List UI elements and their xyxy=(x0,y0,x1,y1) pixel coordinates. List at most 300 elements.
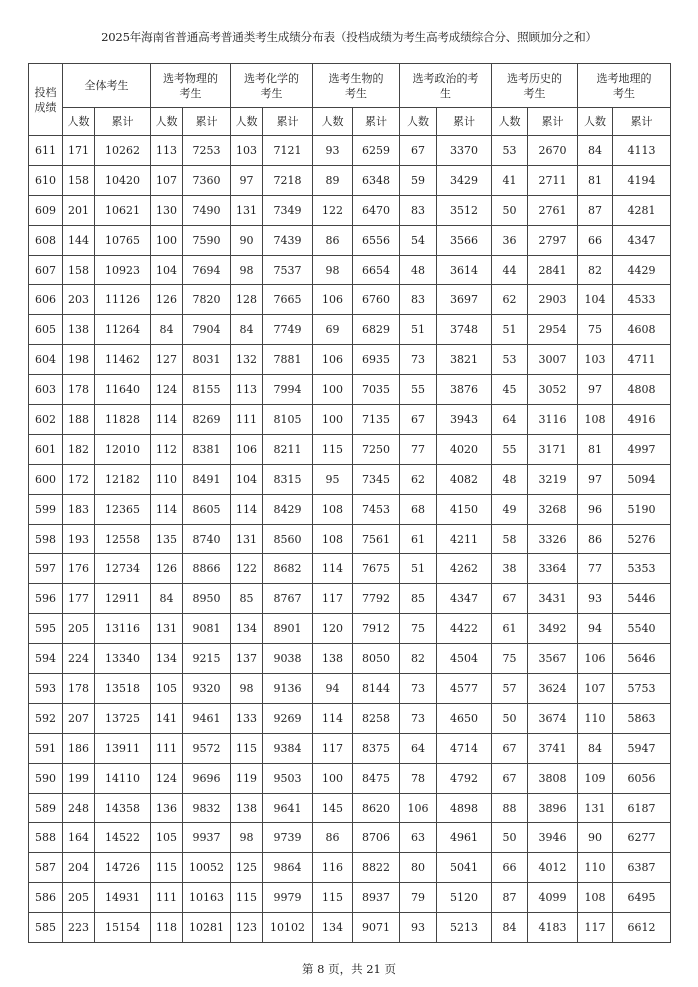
cumulative-cell: 8767 xyxy=(263,584,313,614)
cumulative-cell: 11264 xyxy=(95,315,151,345)
cumulative-cell: 5213 xyxy=(437,913,492,943)
table-row xyxy=(29,703,671,733)
cumulative-cell: 12182 xyxy=(95,464,151,494)
count-cell: 67 xyxy=(492,733,528,763)
cumulative-cell: 4281 xyxy=(613,195,671,225)
cumulative-cell: 6829 xyxy=(353,315,400,345)
count-cell: 98 xyxy=(231,674,263,704)
cumulative-cell: 4429 xyxy=(613,255,671,285)
count-cell: 178 xyxy=(63,375,95,405)
cumulative-cell: 3219 xyxy=(528,464,578,494)
count-cell: 90 xyxy=(231,225,263,255)
count-cell: 51 xyxy=(400,315,437,345)
count-cell: 88 xyxy=(492,793,528,823)
table-row xyxy=(29,763,671,793)
count-cell: 48 xyxy=(492,464,528,494)
count-cell: 115 xyxy=(151,853,183,883)
score-cell: 600 xyxy=(29,464,63,494)
cumulative-cell: 3370 xyxy=(437,136,492,166)
count-cell: 114 xyxy=(313,554,353,584)
cumulative-cell: 9136 xyxy=(263,674,313,704)
score-cell: 592 xyxy=(29,703,63,733)
count-cell: 75 xyxy=(400,614,437,644)
count-cell: 136 xyxy=(151,793,183,823)
cumulative-cell: 3326 xyxy=(528,524,578,554)
cumulative-cell: 3492 xyxy=(528,614,578,644)
cumulative-cell: 8605 xyxy=(183,494,231,524)
count-cell: 44 xyxy=(492,255,528,285)
count-cell: 118 xyxy=(151,913,183,943)
cumulative-cell: 4650 xyxy=(437,703,492,733)
cumulative-cell: 8620 xyxy=(353,793,400,823)
cumulative-cell: 10281 xyxy=(183,913,231,943)
cumulative-cell: 13911 xyxy=(95,733,151,763)
cumulative-cell: 7912 xyxy=(353,614,400,644)
score-cell: 608 xyxy=(29,225,63,255)
table-row xyxy=(29,405,671,435)
cumulative-cell: 10262 xyxy=(95,136,151,166)
cumulative-cell: 3821 xyxy=(437,345,492,375)
count-cell: 114 xyxy=(231,494,263,524)
cumulative-cell: 4183 xyxy=(528,913,578,943)
score-cell: 597 xyxy=(29,554,63,584)
cumulative-cell: 3808 xyxy=(528,763,578,793)
cumulative-cell: 8950 xyxy=(183,584,231,614)
count-cell: 67 xyxy=(492,584,528,614)
count-cell: 73 xyxy=(400,345,437,375)
count-cell: 182 xyxy=(63,434,95,464)
count-cell: 115 xyxy=(231,733,263,763)
count-cell: 82 xyxy=(400,644,437,674)
count-cell: 199 xyxy=(63,763,95,793)
cumulative-header: 累计 xyxy=(528,108,578,136)
count-cell: 164 xyxy=(63,823,95,853)
cumulative-cell: 6277 xyxy=(613,823,671,853)
cumulative-cell: 8491 xyxy=(183,464,231,494)
cumulative-cell: 11462 xyxy=(95,345,151,375)
table-row xyxy=(29,375,671,405)
cumulative-cell: 6935 xyxy=(353,345,400,375)
cumulative-cell: 7820 xyxy=(183,285,231,315)
count-cell: 85 xyxy=(400,584,437,614)
cumulative-cell: 4711 xyxy=(613,345,671,375)
count-cell: 98 xyxy=(313,255,353,285)
count-cell: 133 xyxy=(231,703,263,733)
count-cell: 183 xyxy=(63,494,95,524)
count-cell: 120 xyxy=(313,614,353,644)
table-row xyxy=(29,464,671,494)
count-cell: 201 xyxy=(63,195,95,225)
score-distribution-table xyxy=(28,63,671,943)
cumulative-cell: 8937 xyxy=(353,883,400,913)
cumulative-cell: 5863 xyxy=(613,703,671,733)
count-cell: 106 xyxy=(400,793,437,823)
cumulative-header: 累计 xyxy=(263,108,313,136)
cumulative-cell: 14726 xyxy=(95,853,151,883)
cumulative-cell: 8315 xyxy=(263,464,313,494)
cumulative-cell: 8258 xyxy=(353,703,400,733)
cumulative-cell: 7360 xyxy=(183,165,231,195)
cumulative-cell: 5753 xyxy=(613,674,671,704)
cumulative-cell: 8740 xyxy=(183,524,231,554)
cumulative-cell: 7121 xyxy=(263,136,313,166)
count-cell: 131 xyxy=(231,195,263,225)
cumulative-cell: 3943 xyxy=(437,405,492,435)
count-cell: 134 xyxy=(313,913,353,943)
cumulative-cell: 7665 xyxy=(263,285,313,315)
cumulative-cell: 9696 xyxy=(183,763,231,793)
count-cell: 89 xyxy=(313,165,353,195)
count-cell: 115 xyxy=(313,434,353,464)
cumulative-cell: 6612 xyxy=(613,913,671,943)
cumulative-cell: 4211 xyxy=(437,524,492,554)
table-row xyxy=(29,554,671,584)
cumulative-cell: 6470 xyxy=(353,195,400,225)
cumulative-cell: 13340 xyxy=(95,644,151,674)
count-cell: 205 xyxy=(63,883,95,913)
count-cell: 117 xyxy=(313,584,353,614)
count-cell: 66 xyxy=(578,225,613,255)
cumulative-cell: 4916 xyxy=(613,405,671,435)
cumulative-cell: 8381 xyxy=(183,434,231,464)
cumulative-cell: 7490 xyxy=(183,195,231,225)
count-cell: 55 xyxy=(492,434,528,464)
cumulative-cell: 3748 xyxy=(437,315,492,345)
count-cell: 84 xyxy=(151,315,183,345)
score-cell: 594 xyxy=(29,644,63,674)
cumulative-cell: 2711 xyxy=(528,165,578,195)
cumulative-cell: 13725 xyxy=(95,703,151,733)
cumulative-cell: 8706 xyxy=(353,823,400,853)
count-cell: 125 xyxy=(231,853,263,883)
count-cell: 82 xyxy=(578,255,613,285)
count-cell: 176 xyxy=(63,554,95,584)
count-cell: 41 xyxy=(492,165,528,195)
cumulative-cell: 7218 xyxy=(263,165,313,195)
count-cell: 100 xyxy=(313,763,353,793)
cumulative-cell: 4262 xyxy=(437,554,492,584)
cumulative-cell: 14110 xyxy=(95,763,151,793)
count-cell: 95 xyxy=(313,464,353,494)
cumulative-cell: 2903 xyxy=(528,285,578,315)
score-cell: 586 xyxy=(29,883,63,913)
cumulative-cell: 6495 xyxy=(613,883,671,913)
score-cell: 611 xyxy=(29,136,63,166)
count-cell: 75 xyxy=(578,315,613,345)
count-cell: 100 xyxy=(313,375,353,405)
cumulative-cell: 7561 xyxy=(353,524,400,554)
score-cell: 596 xyxy=(29,584,63,614)
count-cell: 86 xyxy=(313,823,353,853)
cumulative-header: 累计 xyxy=(95,108,151,136)
score-cell: 589 xyxy=(29,793,63,823)
count-cell: 98 xyxy=(231,255,263,285)
count-cell: 158 xyxy=(63,165,95,195)
count-cell: 54 xyxy=(400,225,437,255)
cumulative-cell: 7904 xyxy=(183,315,231,345)
count-cell: 110 xyxy=(578,853,613,883)
count-cell: 134 xyxy=(151,644,183,674)
cumulative-cell: 3431 xyxy=(528,584,578,614)
count-cell: 93 xyxy=(313,136,353,166)
count-cell: 108 xyxy=(313,524,353,554)
count-cell: 77 xyxy=(578,554,613,584)
cumulative-cell: 5190 xyxy=(613,494,671,524)
cumulative-cell: 5646 xyxy=(613,644,671,674)
count-cell: 124 xyxy=(151,375,183,405)
cumulative-cell: 7792 xyxy=(353,584,400,614)
score-cell: 603 xyxy=(29,375,63,405)
count-cell: 205 xyxy=(63,614,95,644)
count-cell: 114 xyxy=(313,703,353,733)
count-cell: 132 xyxy=(231,345,263,375)
count-cell: 62 xyxy=(400,464,437,494)
count-cell: 51 xyxy=(492,315,528,345)
cumulative-cell: 3364 xyxy=(528,554,578,584)
count-cell: 117 xyxy=(313,733,353,763)
count-cell: 223 xyxy=(63,913,95,943)
count-cell: 107 xyxy=(151,165,183,195)
cumulative-header: 累计 xyxy=(353,108,400,136)
count-cell: 77 xyxy=(400,434,437,464)
cumulative-cell: 4194 xyxy=(613,165,671,195)
cumulative-cell: 5094 xyxy=(613,464,671,494)
cumulative-cell: 4422 xyxy=(437,614,492,644)
cumulative-cell: 7349 xyxy=(263,195,313,225)
count-cell: 84 xyxy=(151,584,183,614)
count-cell: 67 xyxy=(400,136,437,166)
table-row xyxy=(29,315,671,345)
cumulative-cell: 8375 xyxy=(353,733,400,763)
count-cell: 116 xyxy=(313,853,353,883)
count-cell: 50 xyxy=(492,703,528,733)
count-cell: 106 xyxy=(231,434,263,464)
group-header: 选考地理的 考生 xyxy=(578,64,671,108)
score-cell: 598 xyxy=(29,524,63,554)
group-header: 选考历史的 考生 xyxy=(492,64,578,108)
cumulative-cell: 9979 xyxy=(263,883,313,913)
score-cell: 605 xyxy=(29,315,63,345)
count-cell: 203 xyxy=(63,285,95,315)
count-cell: 73 xyxy=(400,703,437,733)
cumulative-cell: 4898 xyxy=(437,793,492,823)
cumulative-cell: 4997 xyxy=(613,434,671,464)
table-row xyxy=(29,584,671,614)
count-cell: 186 xyxy=(63,733,95,763)
count-cell: 111 xyxy=(231,405,263,435)
cumulative-cell: 9641 xyxy=(263,793,313,823)
cumulative-cell: 9384 xyxy=(263,733,313,763)
count-cell: 59 xyxy=(400,165,437,195)
count-cell: 100 xyxy=(313,405,353,435)
cumulative-cell: 5120 xyxy=(437,883,492,913)
cumulative-cell: 9269 xyxy=(263,703,313,733)
cumulative-cell: 8155 xyxy=(183,375,231,405)
count-cell: 64 xyxy=(492,405,528,435)
count-cell: 53 xyxy=(492,136,528,166)
cumulative-cell: 2761 xyxy=(528,195,578,225)
cumulative-cell: 4012 xyxy=(528,853,578,883)
count-cell: 103 xyxy=(578,345,613,375)
cumulative-cell: 6654 xyxy=(353,255,400,285)
count-cell: 119 xyxy=(231,763,263,793)
cumulative-cell: 3052 xyxy=(528,375,578,405)
count-cell: 104 xyxy=(578,285,613,315)
cumulative-cell: 6556 xyxy=(353,225,400,255)
count-cell: 141 xyxy=(151,703,183,733)
count-cell: 105 xyxy=(151,674,183,704)
table-row xyxy=(29,793,671,823)
cumulative-cell: 7881 xyxy=(263,345,313,375)
count-cell: 58 xyxy=(492,524,528,554)
count-header: 人数 xyxy=(63,108,95,136)
count-cell: 73 xyxy=(400,674,437,704)
score-cell: 609 xyxy=(29,195,63,225)
cumulative-cell: 7439 xyxy=(263,225,313,255)
cumulative-cell: 9572 xyxy=(183,733,231,763)
count-cell: 96 xyxy=(578,494,613,524)
count-cell: 122 xyxy=(313,195,353,225)
cumulative-cell: 9503 xyxy=(263,763,313,793)
count-cell: 79 xyxy=(400,883,437,913)
cumulative-cell: 3429 xyxy=(437,165,492,195)
cumulative-cell: 7749 xyxy=(263,315,313,345)
count-cell: 97 xyxy=(578,464,613,494)
cumulative-cell: 3741 xyxy=(528,733,578,763)
count-cell: 115 xyxy=(313,883,353,913)
cumulative-cell: 3697 xyxy=(437,285,492,315)
count-cell: 84 xyxy=(231,315,263,345)
group-header: 选考生物的 考生 xyxy=(313,64,400,108)
count-cell: 145 xyxy=(313,793,353,823)
cumulative-cell: 4577 xyxy=(437,674,492,704)
count-cell: 198 xyxy=(63,345,95,375)
count-cell: 158 xyxy=(63,255,95,285)
count-cell: 131 xyxy=(578,793,613,823)
count-header: 人数 xyxy=(231,108,263,136)
cumulative-cell: 10765 xyxy=(95,225,151,255)
count-cell: 100 xyxy=(151,225,183,255)
cumulative-cell: 4347 xyxy=(437,584,492,614)
cumulative-cell: 3171 xyxy=(528,434,578,464)
table-row xyxy=(29,674,671,704)
score-cell: 602 xyxy=(29,405,63,435)
count-cell: 114 xyxy=(151,494,183,524)
count-cell: 135 xyxy=(151,524,183,554)
table-row xyxy=(29,345,671,375)
cumulative-cell: 4150 xyxy=(437,494,492,524)
table-row xyxy=(29,853,671,883)
cumulative-cell: 14522 xyxy=(95,823,151,853)
cumulative-cell: 10102 xyxy=(263,913,313,943)
cumulative-cell: 3566 xyxy=(437,225,492,255)
count-cell: 83 xyxy=(400,195,437,225)
count-cell: 138 xyxy=(63,315,95,345)
cumulative-cell: 6259 xyxy=(353,136,400,166)
cumulative-cell: 11126 xyxy=(95,285,151,315)
count-cell: 66 xyxy=(492,853,528,883)
cumulative-cell: 7994 xyxy=(263,375,313,405)
count-cell: 178 xyxy=(63,674,95,704)
count-cell: 94 xyxy=(578,614,613,644)
score-cell: 595 xyxy=(29,614,63,644)
table-row xyxy=(29,255,671,285)
count-cell: 107 xyxy=(578,674,613,704)
count-cell: 112 xyxy=(151,434,183,464)
count-cell: 86 xyxy=(313,225,353,255)
cumulative-cell: 9832 xyxy=(183,793,231,823)
cumulative-cell: 10621 xyxy=(95,195,151,225)
count-cell: 85 xyxy=(231,584,263,614)
cumulative-cell: 2797 xyxy=(528,225,578,255)
cumulative-cell: 6056 xyxy=(613,763,671,793)
score-cell: 607 xyxy=(29,255,63,285)
count-cell: 84 xyxy=(492,913,528,943)
count-cell: 111 xyxy=(151,733,183,763)
count-cell: 103 xyxy=(231,136,263,166)
count-cell: 172 xyxy=(63,464,95,494)
cumulative-cell: 4504 xyxy=(437,644,492,674)
cumulative-cell: 6187 xyxy=(613,793,671,823)
table-row xyxy=(29,883,671,913)
cumulative-cell: 8429 xyxy=(263,494,313,524)
cumulative-cell: 9081 xyxy=(183,614,231,644)
count-cell: 78 xyxy=(400,763,437,793)
cumulative-cell: 9071 xyxy=(353,913,400,943)
cumulative-cell: 15154 xyxy=(95,913,151,943)
count-cell: 61 xyxy=(400,524,437,554)
group-header: 全体考生 xyxy=(63,64,151,108)
count-cell: 117 xyxy=(578,913,613,943)
cumulative-cell: 4099 xyxy=(528,883,578,913)
cumulative-cell: 7537 xyxy=(263,255,313,285)
cumulative-cell: 4347 xyxy=(613,225,671,255)
cumulative-cell: 4808 xyxy=(613,375,671,405)
cumulative-cell: 8269 xyxy=(183,405,231,435)
count-cell: 207 xyxy=(63,703,95,733)
count-cell: 80 xyxy=(400,853,437,883)
cumulative-cell: 4714 xyxy=(437,733,492,763)
count-cell: 130 xyxy=(151,195,183,225)
page-title: 2025年海南省普通高考普通类考生成绩分布表（投档成绩为考生高考成绩综合分、照顾加分之和） xyxy=(101,30,597,44)
count-cell: 67 xyxy=(400,405,437,435)
count-cell: 124 xyxy=(151,763,183,793)
count-cell: 86 xyxy=(578,524,613,554)
count-cell: 64 xyxy=(400,733,437,763)
cumulative-cell: 7345 xyxy=(353,464,400,494)
cumulative-header: 累计 xyxy=(613,108,671,136)
cumulative-cell: 3614 xyxy=(437,255,492,285)
count-header: 人数 xyxy=(578,108,613,136)
count-cell: 94 xyxy=(313,674,353,704)
count-cell: 193 xyxy=(63,524,95,554)
cumulative-cell: 8901 xyxy=(263,614,313,644)
count-cell: 62 xyxy=(492,285,528,315)
cumulative-cell: 7675 xyxy=(353,554,400,584)
count-cell: 108 xyxy=(578,883,613,913)
cumulative-cell: 7253 xyxy=(183,136,231,166)
cumulative-cell: 13518 xyxy=(95,674,151,704)
count-cell: 106 xyxy=(313,285,353,315)
count-cell: 113 xyxy=(231,375,263,405)
cumulative-cell: 2841 xyxy=(528,255,578,285)
cumulative-header: 累计 xyxy=(183,108,231,136)
count-cell: 36 xyxy=(492,225,528,255)
cumulative-cell: 4533 xyxy=(613,285,671,315)
cumulative-cell: 12734 xyxy=(95,554,151,584)
count-cell: 113 xyxy=(151,136,183,166)
table-row xyxy=(29,285,671,315)
